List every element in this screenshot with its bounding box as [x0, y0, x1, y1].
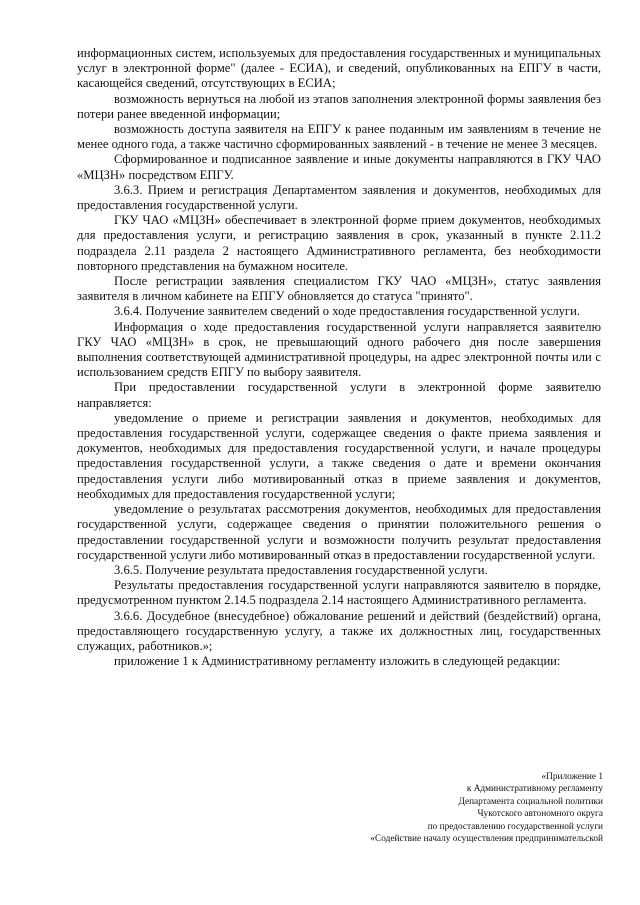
document-body — [77, 46, 601, 669]
paragraph-progress-information: Информация о ходе предоставления государственной услуги направляется заявителю ГКУ ЧАО «МЦЗН» в срок, не превышающий одного рабочего дня после завершения выполнения соответствующей административной процедуры, на адрес электронной почты или с использованием средств ЕПГУ по выбору заявителя. — [77, 319, 601, 380]
appendix-header — [273, 771, 603, 845]
paragraph-notifications-intro: При предоставлении государственной услуги в электронной форме заявителю направляется: — [77, 380, 601, 410]
paragraph-results-delivery: Результаты предоставления государственной услуги направляются заявителю в порядке, предусмотренном пунктом 2.14.5 подраздела 2.14 настоящего Административного регламента. — [77, 578, 601, 608]
paragraph-return-to-step: возможность вернуться на любой из этапов заполнения электронной формы заявления без потери ранее введенной информации; — [77, 91, 601, 121]
paragraph-electronic-reception: ГКУ ЧАО «МЦЗН» обеспечивает в электронной форме прием документов, необходимых для предоставления услуги, и регистрацию заявления в срок, указанный в пункте 2.11.2 подраздела 2.11 раздела 2 настоящего Административного регламента, без необходимости повторного представления на бумажном носителе. — [77, 213, 601, 273]
section-heading-3-6-6: 3.6.6. Досудебное (внесудебное) обжалование решений и действий (бездействий) органа, предоставляющего государственную услугу, а также их должностных лиц, государственных служащих, работников.»; — [77, 608, 601, 653]
paragraph-appendix-instruction: приложение 1 к Административному регламенту изложить в следующей редакции: — [114, 654, 561, 669]
paragraph-access-to-applications: возможность доступа заявителя на ЕПГУ к ранее поданным им заявлениям в течение не менее одного года, а также частично сформированных заявлений - в течение не менее 3 месяцев. — [77, 122, 601, 152]
paragraph-esia-continuation: информационных систем, используемых для предоставления государственных и муниципальных услуг в электронной форме" (далее - ЕСИА), и сведений, опубликованных на ЕПГУ в части, касающейся сведений, отсутствующих в ЕСИА; — [77, 46, 601, 91]
appendix-header-line: Чукотского автономного округа — [477, 809, 603, 820]
appendix-header-line: к Административному регламенту — [466, 784, 603, 795]
appendix-header-line: «Содействие началу осуществления предпринимательской — [370, 834, 603, 845]
section-heading-3-6-3: 3.6.3. Прием и регистрация Департаментом заявления и документов, необходимых для предоставления государственной услуги. — [77, 182, 601, 213]
paragraph-results-notification: уведомление о результатах рассмотрения документов, необходимых для предоставления государственной услуги, содержащее сведения о принятии положительного решения о предоставлении государственной услуги и возможности получить результат предоставления государственной услуги либо мотивированный отказ в предоставлении государственной услуги. — [77, 502, 601, 562]
paragraph-status-accepted: После регистрации заявления специалистом ГКУ ЧАО «МЦЗН», статус заявления заявителя в личном кабинете на ЕПГУ обновляется до статуса "принято". — [77, 274, 601, 304]
section-heading-3-6-4: 3.6.4. Получение заявителем сведений о ходе предоставления государственной услуги. — [114, 304, 580, 319]
paragraph-submission-via-epgu: Сформированное и подписанное заявление и иные документы направляются в ГКУ ЧАО «МЦЗН» посредством ЕПГУ. — [77, 152, 601, 182]
section-heading-3-6-5: 3.6.5. Получение результата предоставления государственной услуги. — [114, 562, 488, 577]
paragraph-reception-notification: уведомление о приеме и регистрации заявления и документов, необходимых для предоставления государственной услуги, содержащее сведения о факте приема заявления и документов, необходимых для предоставления государственной услуги, и начале процедуры предоставления государственной услуги, а также сведения о дате и времени окончания предоставления услуги либо мотивированный отказ в приеме заявления и документов, необходимых для предоставления государственной услуги; — [77, 410, 601, 501]
appendix-header-line: Департамента социальной политики — [458, 796, 603, 807]
appendix-header-line: «Приложение 1 — [541, 772, 603, 782]
appendix-header-line: по предоставлению государственной услуги — [427, 821, 603, 832]
